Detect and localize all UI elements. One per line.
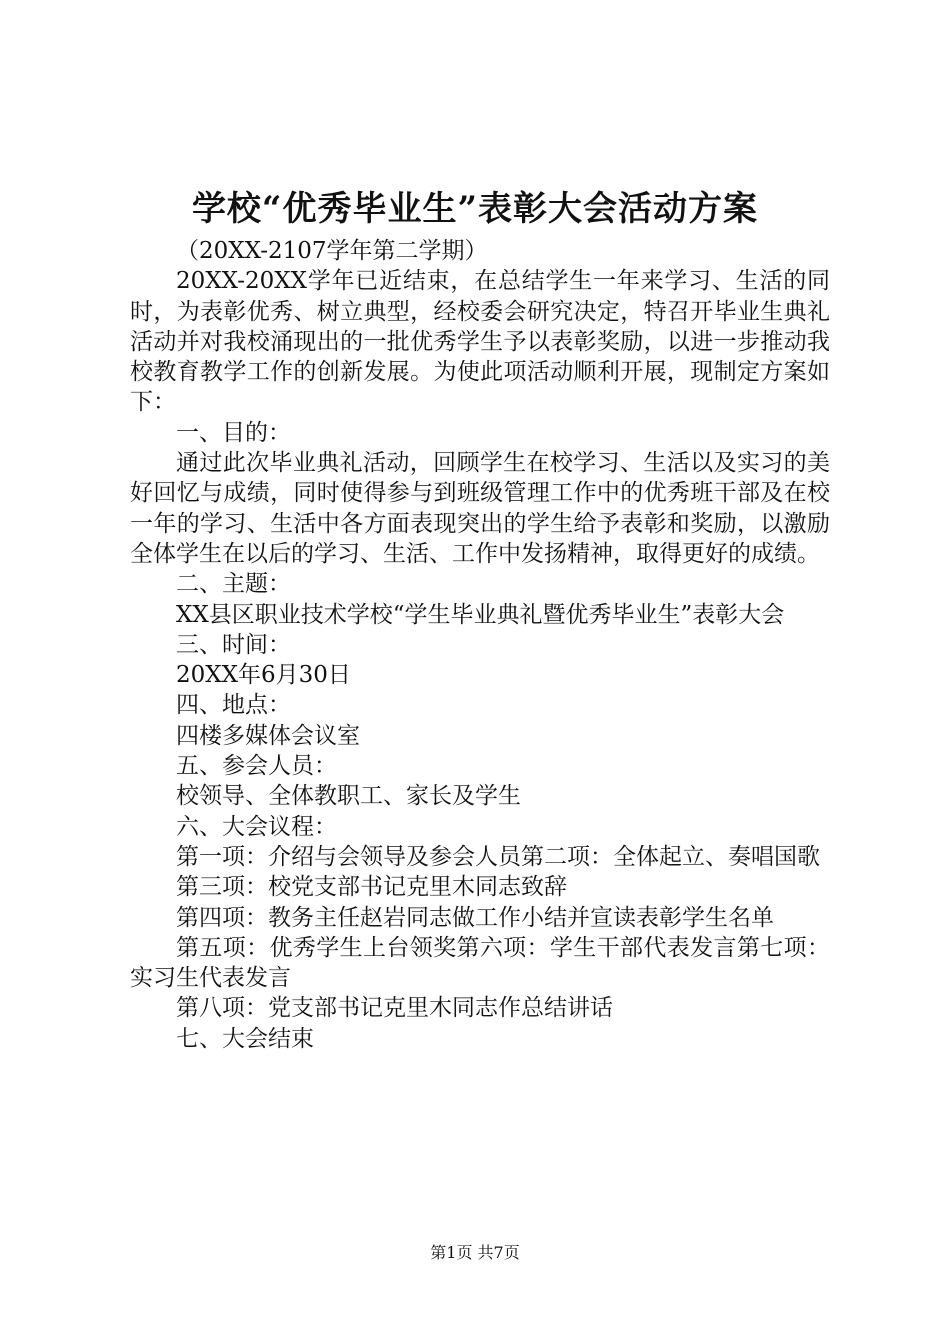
section-heading-attendees: 五、参会人员： (176, 753, 337, 780)
page-footer: 第1页 共7页 (430, 1243, 520, 1262)
section-heading-agenda: 六、大会议程： (176, 813, 337, 840)
section-heading-theme: 二、主题： (176, 571, 291, 598)
semester-line: （20XX-2107学年第二学期） (176, 238, 488, 264)
section-heading-time: 三、时间： (176, 631, 291, 658)
agenda-item: 第一项：介绍与会领导及参会人员第二项：全体起立、奏唱国歌 (176, 843, 820, 870)
document-title: 学校“优秀毕业生”表彰大会活动方案 (191, 189, 759, 229)
theme-paragraph: XX县区职业技术学校“学生毕业典礼暨优秀毕业生”表彰大会 (176, 601, 785, 628)
agenda-item: 第八项：党支部书记克里木同志作总结讲话 (176, 995, 613, 1022)
document-body (130, 236, 830, 1054)
agenda-item: 第四项：教务主任赵岩同志做工作小结并宣读表彰学生名单 (176, 904, 774, 931)
section-heading-purpose: 一、目的： (176, 419, 291, 446)
agenda-item: 第五项：优秀学生上台领奖第六项：学生干部代表发言第七项：实习生代表发言 (130, 934, 830, 992)
attendees-paragraph: 校领导、全体教职工、家长及学生 (176, 783, 521, 810)
agenda-item: 第三项：校党支部书记克里木同志致辞 (176, 874, 567, 901)
time-paragraph: 20XX年6月30日 (176, 662, 351, 689)
purpose-paragraph: 通过此次毕业典礼活动，回顾学生在校学习、生活以及实习的美好回忆与成绩，同时使得参与到班级管理工作中的优秀班干部及在校一年的学习、生活中各方面表现突出的学生给予表彰和奖励，以激励全体学生在以后的学习、生活、工作中发扬精神，取得更好的成绩。 (130, 450, 830, 567)
section-heading-location: 四、地点： (176, 692, 291, 719)
section-heading-end: 七、大会结束 (176, 1025, 314, 1052)
intro-paragraph: 20XX-20XX学年已近结束，在总结学生一年来学习、生活的同时，为表彰优秀、树立典型，经校委会研究决定，特召开毕业生典礼活动并对我校涌现出的一批优秀学生予以表彰奖励，以进一步推动我校教育教学工作的创新发展。为使此项活动顺利开展，现制定方案如下： (130, 268, 830, 416)
location-paragraph: 四楼多媒体会议室 (176, 722, 360, 749)
